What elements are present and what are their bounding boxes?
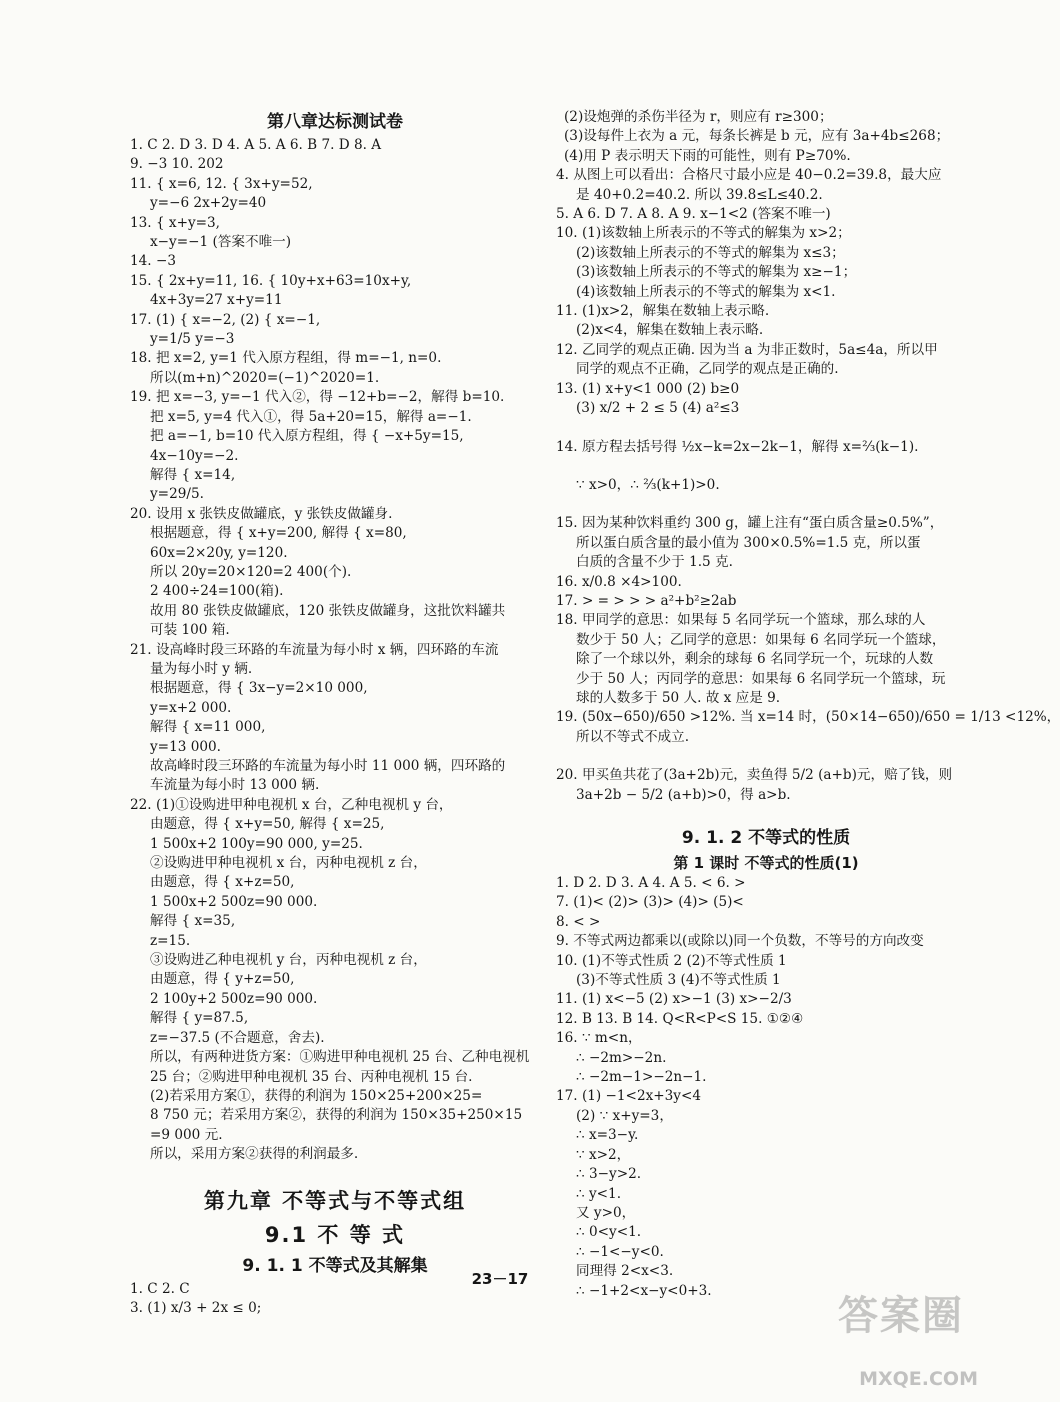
page-number: 23－17 — [471, 1270, 529, 1288]
answer-line: 12. 乙同学的观点正确. 因为当 a 为非正数时，5a≤4a，所以甲 — [556, 341, 938, 358]
answer-line: 所以，有两种进货方案：①购进甲种电视机 25 台、乙种电视机 — [150, 1049, 530, 1066]
answer-line: 由题意，得 { y+z=50, — [150, 971, 295, 988]
answer-line: y=29/5. — [150, 486, 204, 503]
answer-line — [556, 457, 976, 476]
answer-line: 20. 甲买鱼共花了(3a+2b)元，卖鱼得 5/2 (a+b)元，赔了钱，则 — [556, 767, 953, 784]
answer-line: 1. C 2. D 3. D 4. A 5. A 6. B 7. D 8. A — [130, 137, 382, 153]
section-heading: 第 1 课时 不等式的性质(1) — [673, 854, 859, 872]
answer-line: 17. > = > > > a²+b²≥2ab — [556, 592, 737, 609]
answer-line: 1. C 2. C — [130, 1280, 190, 1297]
answer-line: (4)用 P 表示明天下雨的可能性，则有 P≥70%. — [564, 147, 851, 164]
answer-line: 60x=2×20y, y=120. — [150, 544, 288, 561]
answer-line: ∴ −1<−y<0. — [576, 1243, 664, 1260]
answer-line: 11. (1)x>2，解集在数轴上表示略. — [556, 303, 770, 320]
answer-line: 20. 设用 x 张铁皮做罐底，y 张铁皮做罐身. — [130, 505, 393, 522]
answer-line: 17. (1) −1<2x+3y<4 — [556, 1088, 702, 1105]
answer-line: ∴ 0<y<1. — [576, 1224, 642, 1241]
answer-line: 1 500x+2 500z=90 000. — [150, 893, 318, 910]
answer-line: 解得 { x=11 000, — [150, 719, 266, 736]
answer-line: 17. (1) { x=−2, (2) { x=−1, — [130, 311, 321, 328]
answer-line: 可装 100 箱. — [150, 622, 230, 639]
answer-line: 9. 不等式两边都乘以(或除以)同一个负数，不等号的方向改变 — [556, 933, 924, 950]
answer-line: 所以 20y=20×120=2 400(个). — [150, 563, 352, 580]
right-column — [556, 108, 1060, 1301]
watermark-logo: 答案圈 — [838, 1293, 964, 1339]
answer-line: 16. ∵ m<n， — [556, 1030, 642, 1047]
answer-line: (3)不等式性质 3 (4)不等式性质 1 — [576, 972, 781, 989]
answer-line: ∴ 3−y>2. — [576, 1166, 642, 1183]
answer-line: 5. A 6. D 7. A 8. A 9. x−1<2 (答案不唯一) — [556, 206, 831, 223]
answer-line: 15. 因为某种饮料重约 300 g，罐上注有“蛋白质含量≥0.5%”， — [556, 515, 944, 532]
answer-line: 7. (1)< (2)> (3)> (4)> (5)< — [556, 894, 744, 911]
section-heading: 9. 1. 2 不等式的性质 — [681, 828, 851, 848]
answer-line: 由题意，得 { x+y=50, 解得 { x=25, — [150, 816, 385, 833]
answer-line: 由题意，得 { x+z=50, — [150, 874, 295, 891]
answer-line: 16. x/0.8 ×4>100. — [556, 573, 682, 590]
answer-line: (2)该数轴上所表示的不等式的解集为 x≤3； — [576, 244, 845, 261]
answer-line: =9 000 元. — [150, 1126, 223, 1143]
answer-line: 3. (1) x/3 + 2x ≤ 0; — [130, 1299, 262, 1316]
answer-line: 19. 把 x=−3, y=−1 代入②，得 −12+b=−2，解得 b=10. — [130, 389, 505, 406]
answer-line: 量为每小时 y 辆. — [150, 660, 253, 677]
left-column — [130, 108, 540, 1318]
answer-line: 解得 { x=14, — [150, 466, 236, 483]
answer-line — [556, 747, 976, 766]
answer-line: 2 100y+2 500z=90 000. — [150, 990, 318, 1007]
answer-line: (2) ∵ x+y=3， — [576, 1107, 673, 1124]
answer-line: ∴ −2m>−2n. — [576, 1049, 667, 1066]
watermark-url: MXQE.COM — [859, 1368, 978, 1390]
answer-line: 根据题意，得 { 3x−y=2×10 000, — [150, 680, 368, 697]
answer-line: 4. 从图上可以看出：合格尺寸最小应是 40−0.2=39.8，最大应 — [556, 167, 942, 184]
answer-line: 故用 80 张铁皮做罐底，120 张铁皮做罐身，这批饮料罐共 — [150, 602, 506, 619]
answer-line: 同学的观点不正确，乙同学的观点是正确的. — [576, 361, 839, 378]
answer-line: 11. (1) x<−5 (2) x>−1 (3) x>−2/3 — [556, 991, 792, 1008]
answer-line: 15. { 2x+y=11, 16. { 10y+x+63=10x+y, — [130, 272, 412, 289]
answer-line: 少于 50 人；丙同学的意思：如果每 6 名同学玩一个篮球，玩 — [576, 670, 946, 687]
answer-line: 19. (50x−650)/650 >12%. 当 x=14 时，(50×14−650)/650 = 1/13 <12%， — [556, 709, 1060, 726]
answer-line: ∴ −2m−1>−2n−1. — [576, 1069, 707, 1086]
answer-line: z=15. — [150, 932, 191, 949]
answer-line — [130, 1165, 540, 1184]
answer-line: 4x−10y=−2. — [150, 447, 239, 464]
answer-line: 根据题意，得 { x+y=200, 解得 { x=80, — [150, 525, 407, 542]
answer-line: 把 a=−1, b=10 代入原方程组，得 { −x+5y=15, — [150, 428, 464, 445]
answer-line: (2)x<4，解集在数轴上表示略. — [576, 322, 764, 339]
answer-line: ②设购进甲种电视机 x 台，丙种电视机 z 台， — [150, 855, 427, 872]
answer-line: (3)该数轴上所表示的不等式的解集为 x≥−1； — [576, 264, 857, 281]
answer-line: 12. B 13. B 14. Q<R<P<S 15. ①②④ — [556, 1010, 804, 1027]
answer-line: 13. (1) x+y<1 000 (2) b≥0 — [556, 380, 740, 397]
answer-line: ③设购进乙种电视机 y 台，丙种电视机 z 台， — [150, 952, 427, 969]
answer-line: 把 x=5, y=4 代入①，得 5a+20=15，解得 a=−1. — [150, 408, 472, 425]
answer-line: x−y=−1 (答案不唯一) — [150, 234, 292, 251]
section-heading: 第八章达标测试卷 — [267, 112, 403, 132]
answer-line: 11. { x=6, 12. { 3x+y=52, — [130, 175, 313, 192]
answer-line: ∴ x=3−y. — [576, 1127, 639, 1144]
answer-line: 13. { x+y=3, — [130, 214, 221, 231]
answer-line: 14. 原方程去括号得 ½x−k=2x−2k−1，解得 x=⅔(k−1). — [556, 438, 919, 455]
answer-line: 10. (1)不等式性质 2 (2)不等式性质 1 — [556, 952, 787, 969]
answer-line: 1. D 2. D 3. A 4. A 5. < 6. > — [556, 875, 746, 891]
answer-line: y=x+2 000. — [150, 699, 232, 716]
answer-line: 解得 { x=35, — [150, 913, 236, 930]
answer-line: 除了一个球以外，剩余的球每 6 名同学玩一个，玩球的人数 — [576, 651, 934, 668]
answer-line: 10. (1)该数轴上所表示的不等式的解集为 x>2； — [556, 225, 851, 242]
answer-line: 故高峰时段三环路的车流量为每小时 11 000 辆，四环路的 — [150, 758, 506, 774]
answer-line: ∴ y<1. — [576, 1185, 622, 1202]
answer-line: (3) x/2 + 2 ≤ 5 (4) a²≤3 — [576, 400, 740, 417]
answer-line: 所以不等式不成立. — [576, 728, 690, 745]
answer-line: 2 400÷24=100(箱). — [150, 583, 284, 600]
answer-line: (2)若采用方案①，获得的利润为 150×25+200×25= — [150, 1087, 483, 1104]
answer-line: 8. < > — [556, 913, 601, 930]
answer-line: 21. 设高峰时段三环路的车流量为每小时 x 辆，四环路的车流 — [130, 641, 499, 658]
answer-line: 25 台；②购进甲种电视机 35 台、丙种电视机 15 台. — [150, 1068, 473, 1085]
watermark — [838, 1280, 978, 1390]
answer-line: 车流量为每小时 13 000 辆. — [150, 777, 320, 794]
answer-line: (2)设炮弹的杀伤半径为 r，则应有 r≥300； — [564, 109, 833, 125]
answer-line: 18. 甲同学的意思：如果每 5 名同学玩一个篮球，那么球的人 — [556, 612, 926, 629]
answer-line: 所以，采用方案②获得的利润最多. — [150, 1146, 359, 1163]
section-heading: 9. 1. 1 不等式及其解集 — [242, 1255, 428, 1276]
section-heading: 第九章 不等式与不等式组 — [203, 1188, 467, 1213]
answer-line — [556, 805, 976, 824]
answer-line: y=−6 2x+2y=40 — [150, 195, 267, 212]
answer-line: 14. −3 — [130, 253, 176, 270]
answer-line: 所以蛋白质含量的最小值为 300×0.5%=1.5 克，所以蛋 — [576, 534, 921, 551]
answer-line: y=13 000. — [150, 738, 221, 755]
answer-line: 球的人数多于 50 人. 故 x 应是 9. — [576, 689, 781, 706]
answer-line: 是 40+0.2=40.2. 所以 39.8≤L≤40.2. — [576, 186, 823, 203]
answer-line: 同理得 2<x<3. — [576, 1263, 674, 1280]
answer-line: 解得 { y=87.5, — [150, 1010, 249, 1027]
section-heading: 9.1 不 等 式 — [264, 1222, 406, 1247]
answer-line: 所以(m+n)^2020=(−1)^2020=1. — [150, 369, 380, 386]
answer-line: z=−37.5 (不合题意，舍去). — [150, 1029, 325, 1046]
answer-line: 18. 把 x=2, y=1 代入原方程组，得 m=−1, n=0. — [130, 350, 442, 367]
answer-line: (3)设每件上衣为 a 元，每条长裤是 b 元，应有 3a+4b≤268； — [564, 128, 950, 145]
answer-line — [556, 419, 976, 438]
answer-line: 8 750 元；若采用方案②，获得的利润为 150×35+250×15 — [150, 1107, 523, 1124]
answer-line: 1 500x+2 100y=90 000, y=25. — [150, 835, 363, 852]
answer-line: 白质的含量不少于 1.5 克. — [576, 554, 733, 571]
answer-line: 又 y>0， — [576, 1204, 636, 1221]
answer-line: ∵ x>2， — [576, 1146, 631, 1163]
answer-line: 22. (1)①设购进甲种电视机 x 台，乙种电视机 y 台， — [130, 796, 453, 813]
answer-line: 数少于 50 人；乙同学的意思：如果每 6 名同学玩一个篮球， — [576, 631, 946, 648]
answer-line: (4)该数轴上所表示的不等式的解集为 x<1. — [576, 283, 836, 300]
answer-line: y=1/5 y=−3 — [150, 331, 235, 348]
answer-line: 9. −3 10. 202 — [130, 156, 224, 173]
answer-line: 4x+3y=27 x+y=11 — [150, 292, 283, 309]
answer-line: ∴ −1+2<x−y<0+3. — [576, 1282, 712, 1299]
answer-line: 3a+2b − 5/2 (a+b)>0，得 a>b. — [576, 786, 791, 803]
answer-line: ∵ x>0，∴ ⅔(k+1)>0. — [576, 476, 720, 493]
answer-line — [556, 495, 976, 514]
